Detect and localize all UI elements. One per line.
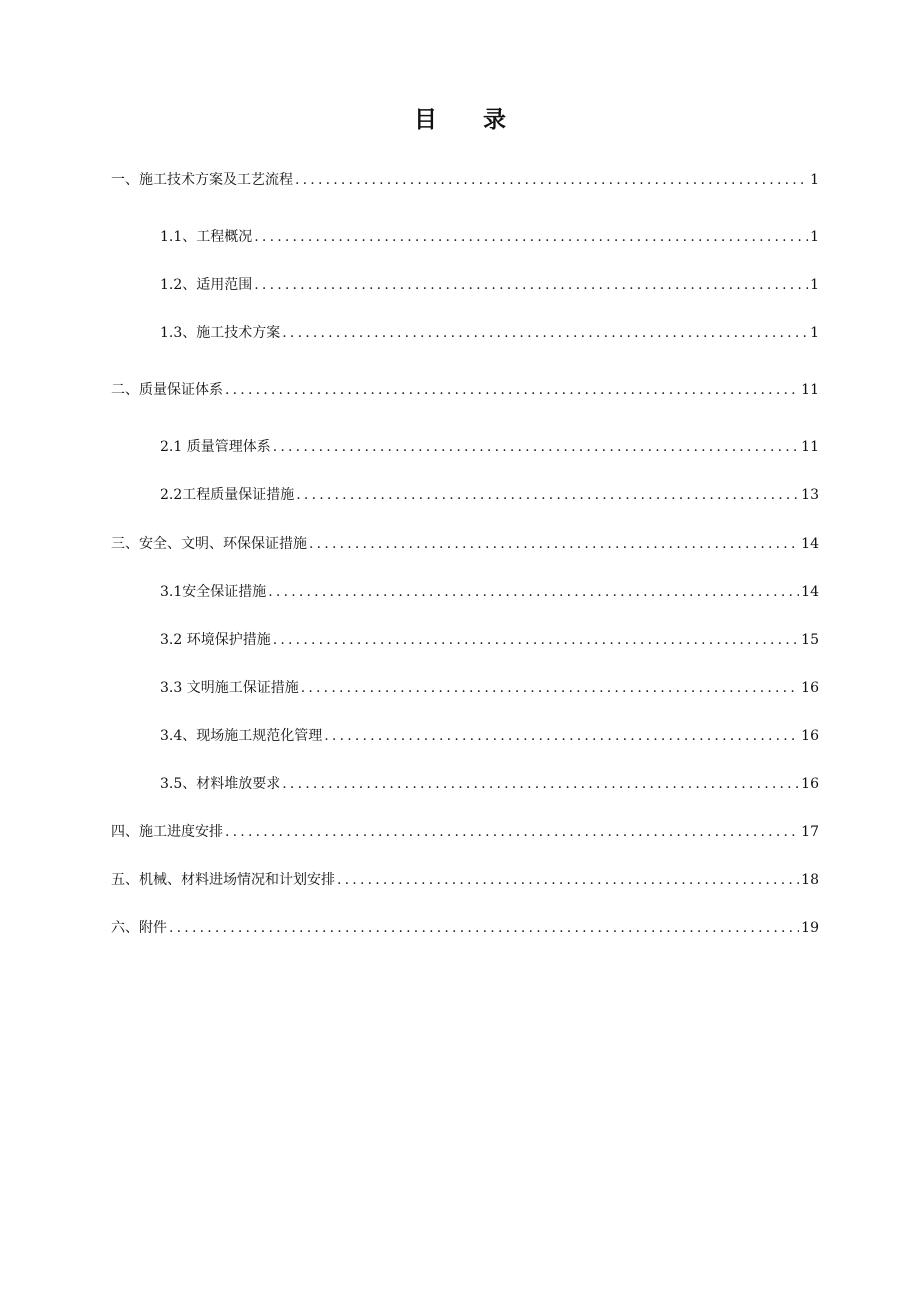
toc-entry-page: 14 (801, 584, 819, 600)
toc-entry-page: 17 (801, 824, 819, 840)
toc-entry-page: 11 (801, 439, 819, 455)
toc-title: 目录 (414, 107, 552, 133)
toc-entry-page: 14 (801, 536, 819, 552)
toc-entry-page: 16 (801, 680, 819, 696)
toc-entry-page: 18 (801, 872, 819, 888)
dot-leader (254, 275, 808, 295)
dot-leader (296, 485, 799, 505)
dot-leader (324, 726, 799, 746)
toc-entry-page: 1 (810, 229, 819, 245)
toc-entry-label: 二、质量保证体系 (111, 382, 223, 398)
toc-entry-label: 1.3、施工技术方案 (160, 325, 281, 341)
dot-leader (254, 227, 808, 247)
dot-leader (282, 774, 799, 794)
toc-entry-page: 15 (801, 632, 819, 648)
dot-leader (273, 630, 799, 650)
toc-entry-label: 3.2 环境保护措施 (160, 632, 271, 648)
toc-entry-label: 一、施工技术方案及工艺流程 (111, 172, 293, 188)
toc-entry-page: 1 (810, 325, 819, 341)
toc-entry[interactable] (160, 726, 819, 746)
toc-entry-page: 1 (810, 172, 819, 188)
toc-entry-page: 19 (801, 920, 819, 936)
dot-leader (225, 380, 799, 400)
toc-entry[interactable] (160, 323, 819, 343)
toc-entry-label: 3.5、材料堆放要求 (160, 776, 281, 792)
toc-entry-label: 五、机械、材料进场情况和计划安排 (111, 872, 335, 888)
toc-entry[interactable] (111, 170, 819, 190)
toc-entry[interactable] (111, 918, 819, 938)
toc-entry[interactable] (160, 582, 819, 602)
toc-entry[interactable] (160, 485, 819, 505)
dot-leader (309, 534, 799, 554)
toc-entry-label: 四、施工进度安排 (111, 824, 223, 840)
toc-entry-page: 11 (801, 382, 819, 398)
toc-entry-label: 2.1 质量管理体系 (160, 439, 271, 455)
toc-entry-label: 3.1安全保证措施 (160, 584, 267, 600)
toc-entry-page: 13 (801, 487, 819, 503)
dot-leader (337, 870, 799, 890)
dot-leader (301, 678, 799, 698)
toc-entry-page: 16 (801, 728, 819, 744)
dot-leader (268, 582, 799, 602)
toc-entry-label: 六、附件 (111, 920, 167, 936)
toc-entry-label: 2.2工程质量保证措施 (160, 487, 295, 503)
dot-leader (225, 822, 799, 842)
toc-entry[interactable] (160, 275, 819, 295)
dot-leader (295, 170, 808, 190)
toc-entry-label: 3.3 文明施工保证措施 (160, 680, 299, 696)
toc-entry-page: 1 (810, 277, 819, 293)
toc-entry-label: 3.4、现场施工规范化管理 (160, 728, 323, 744)
toc-entry[interactable] (160, 774, 819, 794)
dot-leader (169, 918, 799, 938)
toc-entry[interactable] (111, 380, 819, 400)
toc-entry[interactable] (160, 678, 819, 698)
toc-entry-label: 1.2、适用范围 (160, 277, 253, 293)
toc-entry[interactable] (160, 437, 819, 457)
toc-entry[interactable] (160, 227, 819, 247)
toc-entry[interactable] (160, 630, 819, 650)
dot-leader (282, 323, 808, 343)
toc-entry[interactable] (111, 822, 819, 842)
toc-entry-label: 三、安全、文明、环保保证措施 (111, 536, 307, 552)
toc-entry[interactable] (111, 534, 819, 554)
toc-entry[interactable] (111, 870, 819, 890)
toc-entry-page: 16 (801, 776, 819, 792)
toc-entry-label: 1.1、工程概况 (160, 229, 253, 245)
dot-leader (273, 437, 799, 457)
